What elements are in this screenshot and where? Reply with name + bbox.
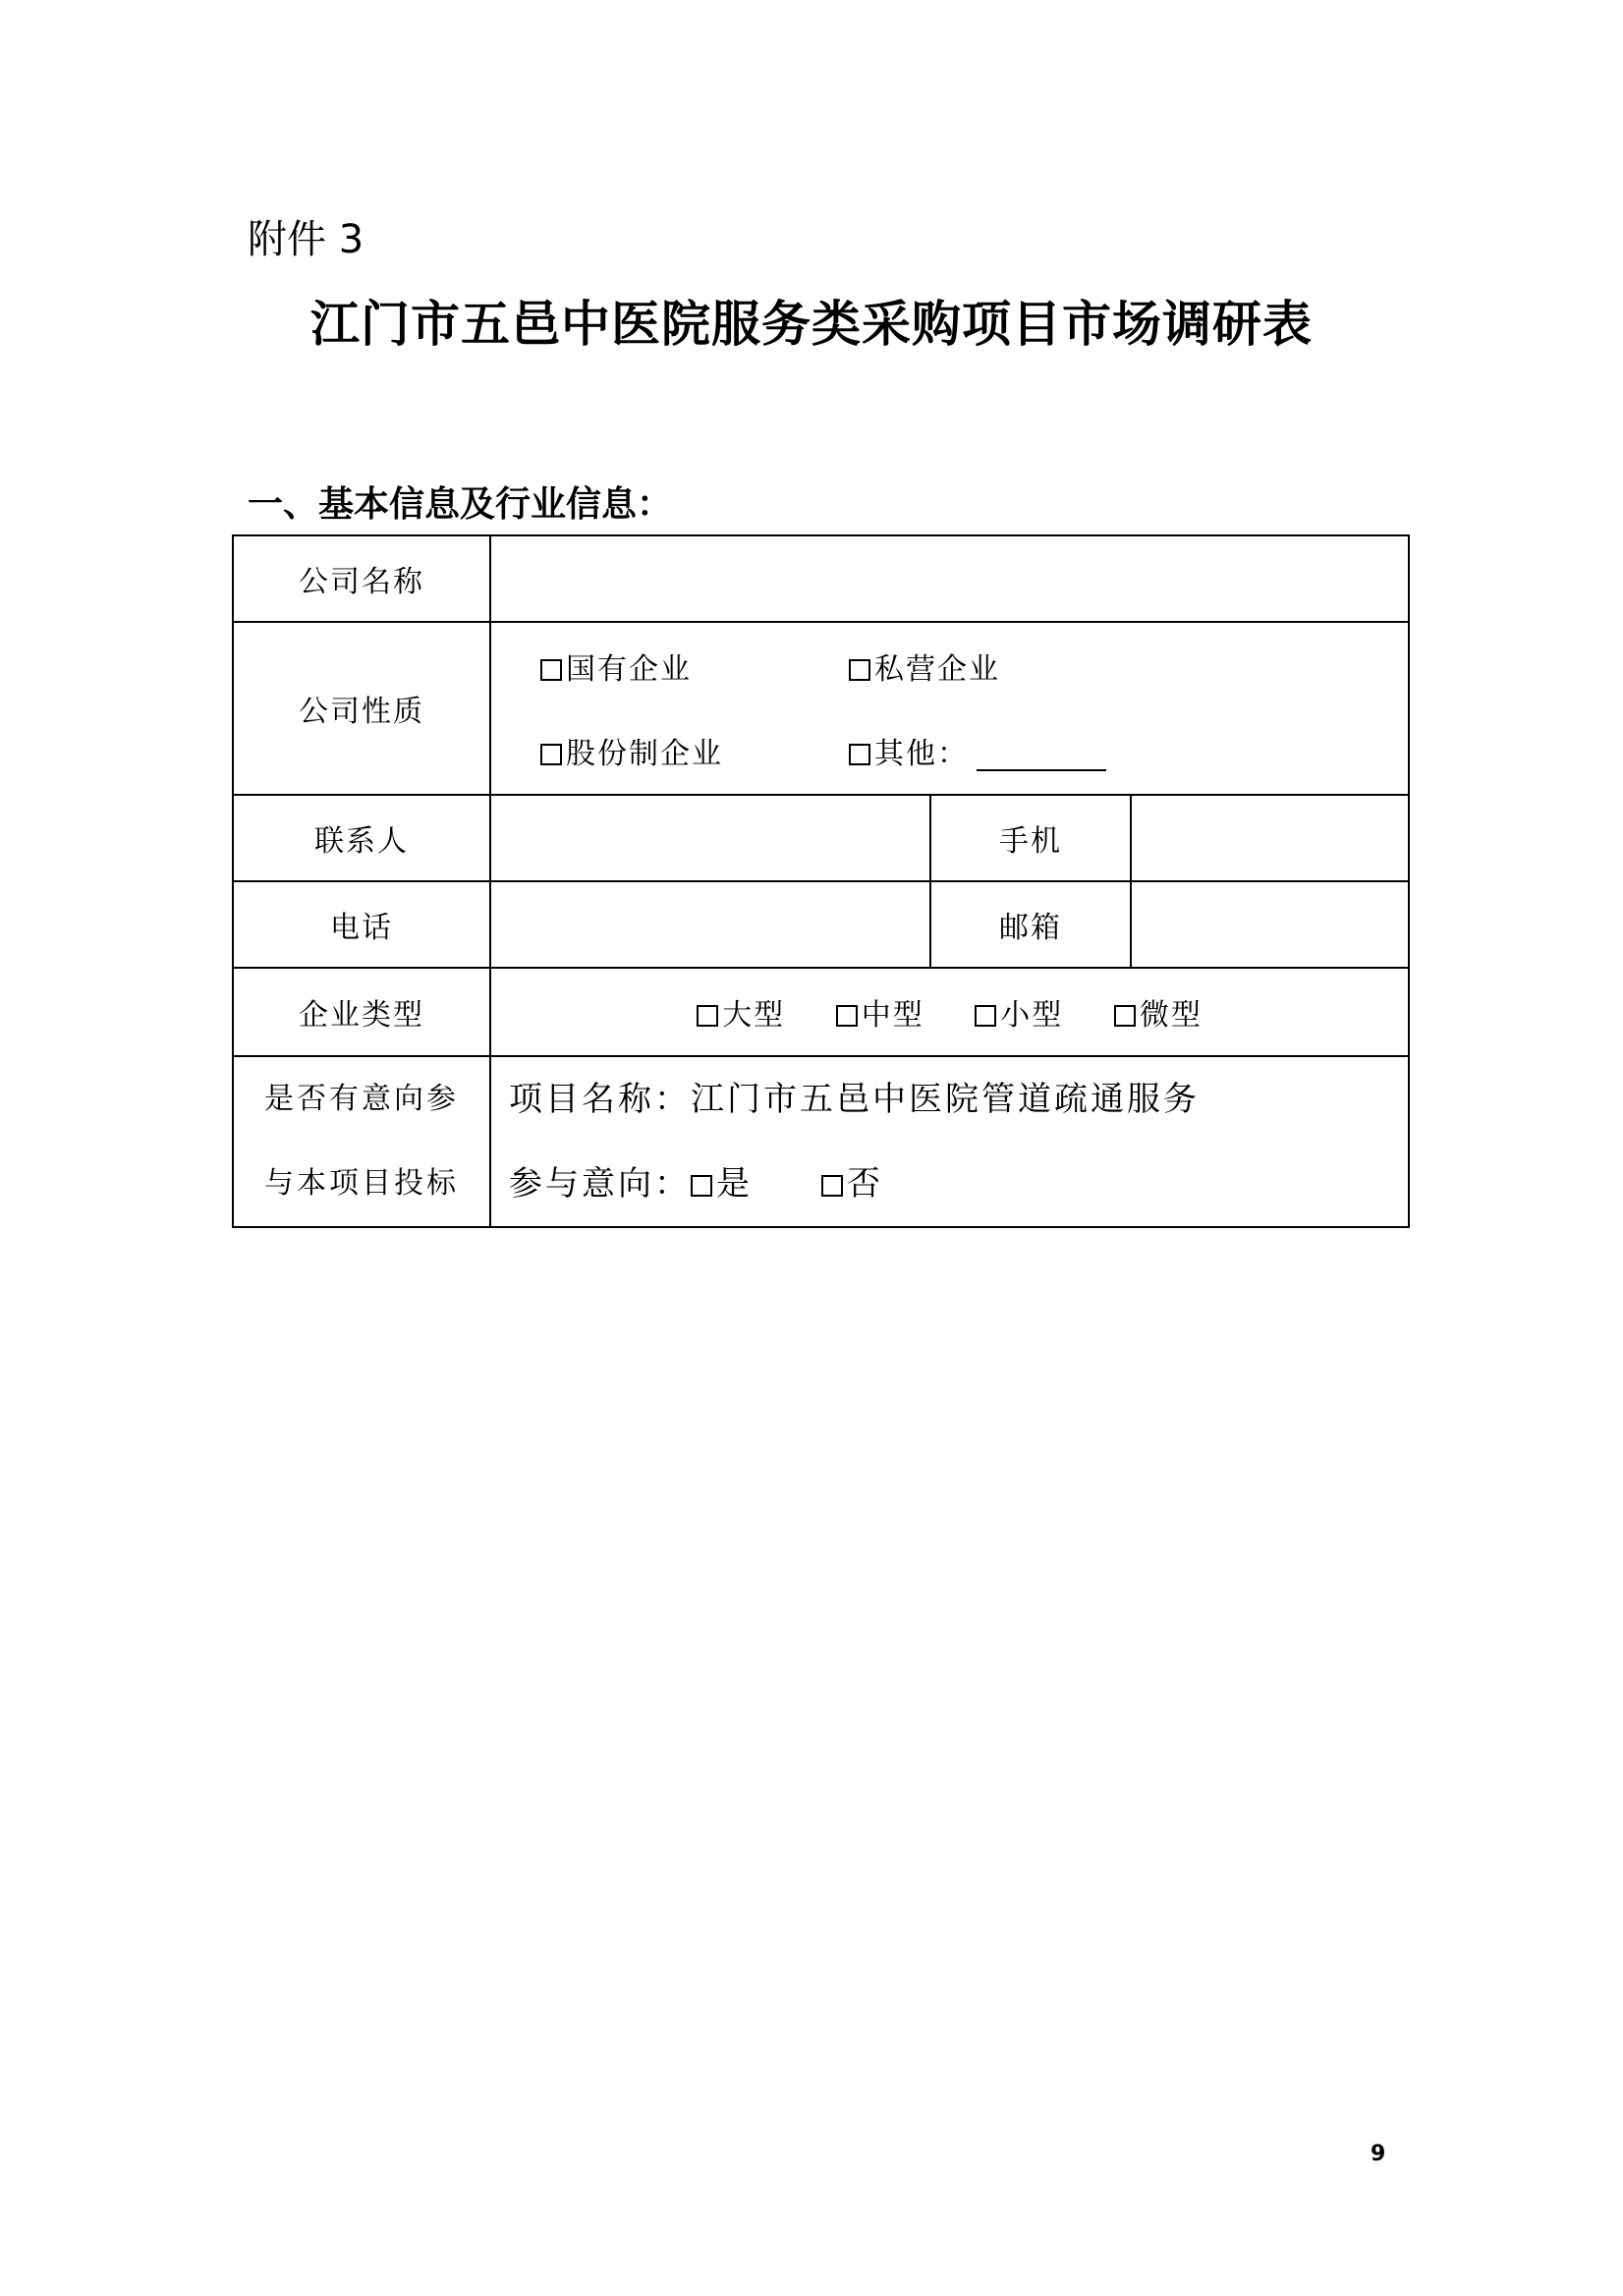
bid-intention-row	[233, 1056, 1409, 1227]
company-name-field[interactable]	[490, 535, 1409, 622]
section-heading: 一、基本信息及行业信息：	[248, 483, 673, 525]
option-large-label: 大型	[722, 998, 786, 1033]
mobile-label: 手机	[930, 795, 1131, 881]
company-nature-label: 公司性质	[233, 622, 490, 795]
checkbox-icon[interactable]	[540, 659, 562, 681]
checkbox-icon[interactable]	[836, 1005, 858, 1027]
option-small[interactable]	[975, 990, 1063, 1034]
option-other[interactable]	[849, 729, 1106, 772]
enterprise-type-options	[490, 968, 1409, 1056]
company-nature-options	[490, 622, 1409, 795]
checkbox-icon[interactable]	[691, 1175, 712, 1197]
company-name-label: 公司名称	[233, 535, 490, 622]
contact-person-label: 联系人	[233, 795, 490, 881]
email-label: 邮箱	[930, 881, 1131, 968]
company-nature-row	[233, 622, 1409, 795]
option-state-owned-label: 国有企业	[566, 652, 692, 687]
project-name-line: 项目名称：江门市五邑中医院管道疏通服务	[509, 1080, 1200, 1119]
other-fill-in-field[interactable]	[977, 740, 1106, 771]
enterprise-type-row	[233, 968, 1409, 1056]
option-private[interactable]	[849, 644, 1000, 688]
option-medium-label: 中型	[861, 998, 924, 1033]
checkbox-icon[interactable]	[540, 744, 562, 765]
checkbox-icon[interactable]	[1114, 1005, 1136, 1027]
mobile-field[interactable]	[1131, 795, 1409, 881]
page-number: 9	[1371, 2142, 1386, 2166]
option-small-label: 小型	[1000, 998, 1064, 1033]
intention-line	[509, 1142, 1408, 1226]
option-micro-label: 微型	[1139, 998, 1203, 1033]
bid-intention-content	[490, 1056, 1409, 1227]
checkbox-icon[interactable]	[821, 1175, 843, 1197]
option-large[interactable]	[697, 990, 785, 1034]
telephone-label: 电话	[233, 881, 490, 968]
company-name-row	[233, 535, 1409, 622]
enterprise-type-label: 企业类型	[233, 968, 490, 1056]
bid-intention-label-line1: 是否有意向参	[264, 1082, 459, 1116]
option-yes[interactable]	[691, 1142, 753, 1226]
attachment-label: 附件 3	[248, 217, 364, 262]
option-no[interactable]	[821, 1142, 883, 1226]
option-joint-stock[interactable]	[540, 729, 723, 772]
option-no-label: 否	[847, 1164, 883, 1204]
option-other-label: 其他：	[874, 737, 969, 771]
email-field[interactable]	[1131, 881, 1409, 968]
phone-row	[233, 881, 1409, 968]
option-micro[interactable]	[1114, 990, 1203, 1034]
bid-intention-label	[233, 1056, 490, 1227]
option-joint-stock-label: 股份制企业	[566, 737, 723, 771]
intention-label: 参与意向：	[509, 1164, 691, 1204]
bid-intention-label-line2: 与本项目投标	[264, 1166, 459, 1201]
contact-person-field[interactable]	[490, 795, 930, 881]
option-medium[interactable]	[836, 990, 924, 1034]
checkbox-icon[interactable]	[849, 659, 870, 681]
option-private-label: 私营企业	[874, 652, 1000, 687]
option-yes-label: 是	[716, 1164, 753, 1204]
market-survey-table	[232, 534, 1410, 1228]
telephone-field[interactable]	[490, 881, 930, 968]
checkbox-icon[interactable]	[975, 1005, 996, 1027]
document-title: 江门市五邑中医院服务类采购项目市场调研表	[310, 295, 1313, 353]
checkbox-icon[interactable]	[849, 744, 870, 765]
checkbox-icon[interactable]	[697, 1005, 718, 1027]
option-state-owned[interactable]	[540, 644, 692, 688]
contact-row	[233, 795, 1409, 881]
